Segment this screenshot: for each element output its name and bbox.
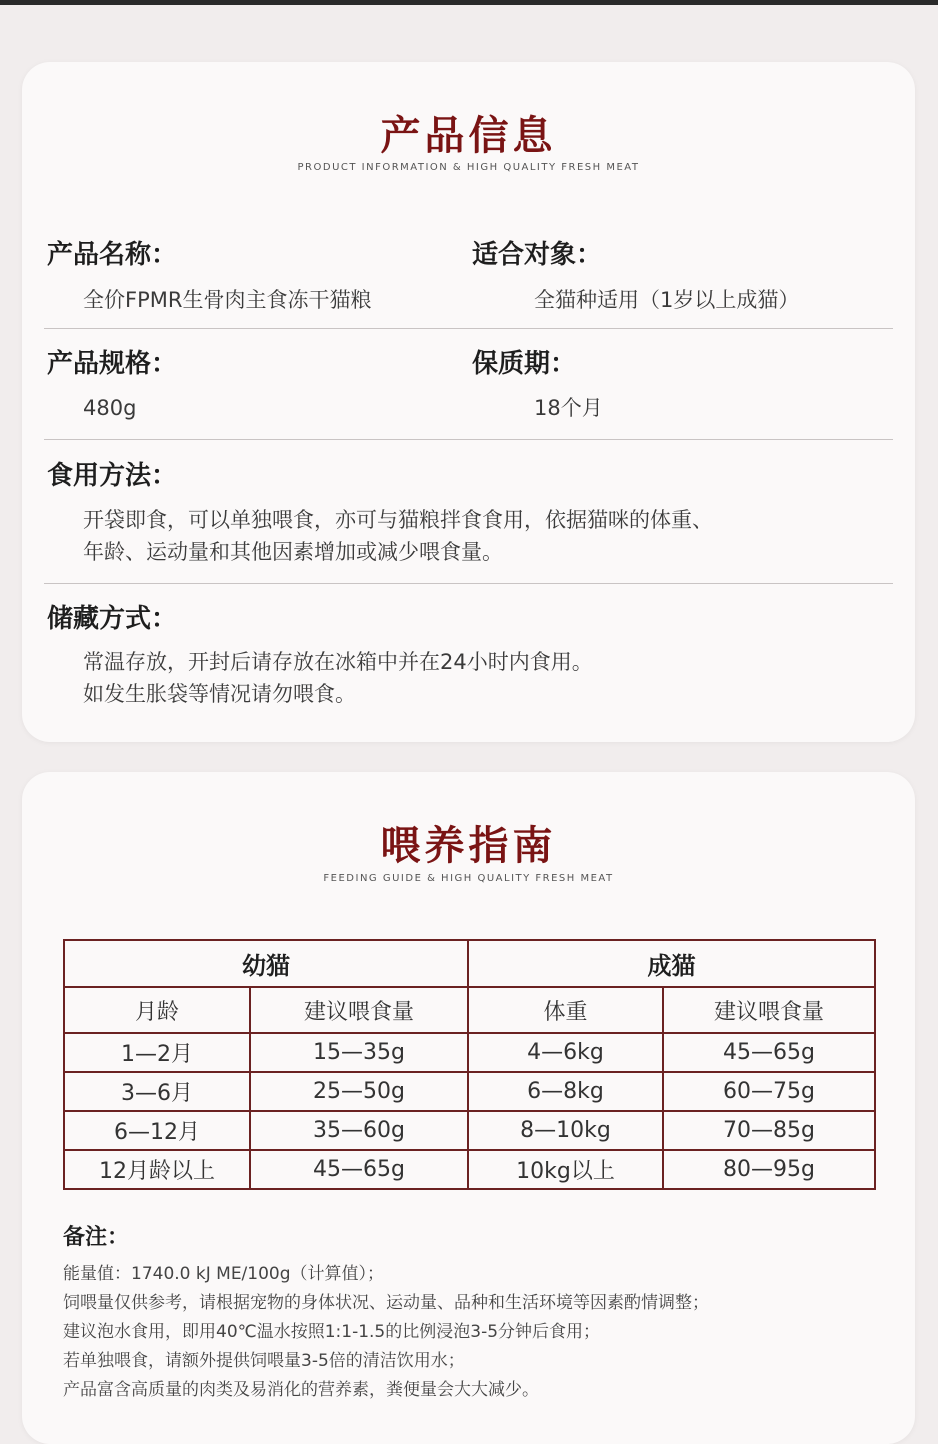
column-header-adult-amount: 建议喂食量 [663, 987, 875, 1033]
feeding-guide-subtitle: FEEDING GUIDE & HIGH QUALITY FRESH MEAT [323, 873, 614, 884]
table-cell: 4—6kg [468, 1033, 663, 1072]
product-info-title: 产品信息 [380, 113, 557, 159]
table-row [64, 1072, 875, 1111]
table-cell: 8—10kg [468, 1111, 663, 1150]
table-row [64, 1111, 875, 1150]
divider [44, 439, 893, 440]
column-header-age: 月龄 [64, 987, 250, 1033]
top-bar [0, 0, 938, 5]
table-row [64, 1150, 875, 1189]
table-row [64, 1033, 875, 1072]
spec-value: 480g [83, 396, 137, 420]
table-cell: 35—60g [250, 1111, 468, 1150]
note-line: 建议泡水食用，即用40℃温水按照1:1-1.5的比例浸泡3-5分钟后食用； [63, 1322, 601, 1342]
table-cell: 1—2月 [64, 1033, 250, 1072]
table-cell: 6—12月 [64, 1111, 250, 1150]
product-info-subtitle: PRODUCT INFORMATION & HIGH QUALITY FRESH MEAT [297, 162, 640, 173]
storage-text [83, 646, 593, 710]
table-cell: 12月龄以上 [64, 1150, 250, 1189]
usage-line: 年龄、运动量和其他因素增加或减少喂食量。 [83, 540, 503, 564]
adult-header: 成猫 [468, 940, 875, 987]
table-cell: 45—65g [663, 1033, 875, 1072]
shelf-life-value: 18个月 [534, 396, 603, 420]
divider [44, 328, 893, 329]
storage-line: 如发生胀袋等情况请勿喂食。 [83, 682, 356, 706]
table-cell: 6—8kg [468, 1072, 663, 1111]
table-cell: 80—95g [663, 1150, 875, 1189]
product-name-label: 产品名称： [47, 240, 178, 270]
divider [44, 583, 893, 584]
product-info-card [22, 62, 915, 742]
usage-label: 食用方法： [47, 461, 178, 491]
feeding-guide-title: 喂养指南 [380, 823, 557, 869]
usage-text [83, 504, 713, 568]
feeding-table [63, 939, 876, 1190]
table-group-header-row [64, 940, 875, 987]
product-name-value: 全价FPMR生骨肉主食冻干猫粮 [83, 288, 372, 312]
table-cell: 10kg以上 [468, 1150, 663, 1189]
table-cell: 15—35g [250, 1033, 468, 1072]
kitten-header: 幼猫 [64, 940, 468, 987]
note-line: 饲喂量仅供参考，请根据宠物的身体状况、运动量、品种和生活环境等因素酌情调整； [63, 1293, 709, 1313]
table-cell: 45—65g [250, 1150, 468, 1189]
feeding-guide-card [22, 772, 915, 1444]
note-line: 若单独喂食，请额外提供饲喂量3-5倍的清洁饮用水； [63, 1351, 465, 1371]
column-header-weight: 体重 [468, 987, 663, 1033]
notes-label: 备注： [63, 1225, 130, 1250]
table-cell: 25—50g [250, 1072, 468, 1111]
table-cell: 60—75g [663, 1072, 875, 1111]
shelf-life-label: 保质期： [472, 349, 577, 379]
notes-list [63, 1260, 893, 1405]
usage-line: 开袋即食，可以单独喂食，亦可与猫粮拌食食用，依据猫咪的体重、 [83, 508, 713, 532]
table-cell: 3—6月 [64, 1072, 250, 1111]
table-column-header-row [64, 987, 875, 1033]
target-label: 适合对象： [472, 240, 603, 270]
target-value: 全猫种适用（1岁以上成猫） [534, 288, 800, 312]
note-line: 能量值：1740.0 kJ ME/100g（计算值）； [63, 1264, 385, 1284]
storage-label: 储藏方式： [47, 604, 178, 634]
table-cell: 70—85g [663, 1111, 875, 1150]
column-header-kitten-amount: 建议喂食量 [250, 987, 468, 1033]
spec-label: 产品规格： [47, 349, 178, 379]
storage-line: 常温存放，开封后请存放在冰箱中并在24小时内食用。 [83, 650, 593, 674]
note-line: 产品富含高质量的肉类及易消化的营养素，粪便量会大大减少。 [63, 1380, 539, 1400]
